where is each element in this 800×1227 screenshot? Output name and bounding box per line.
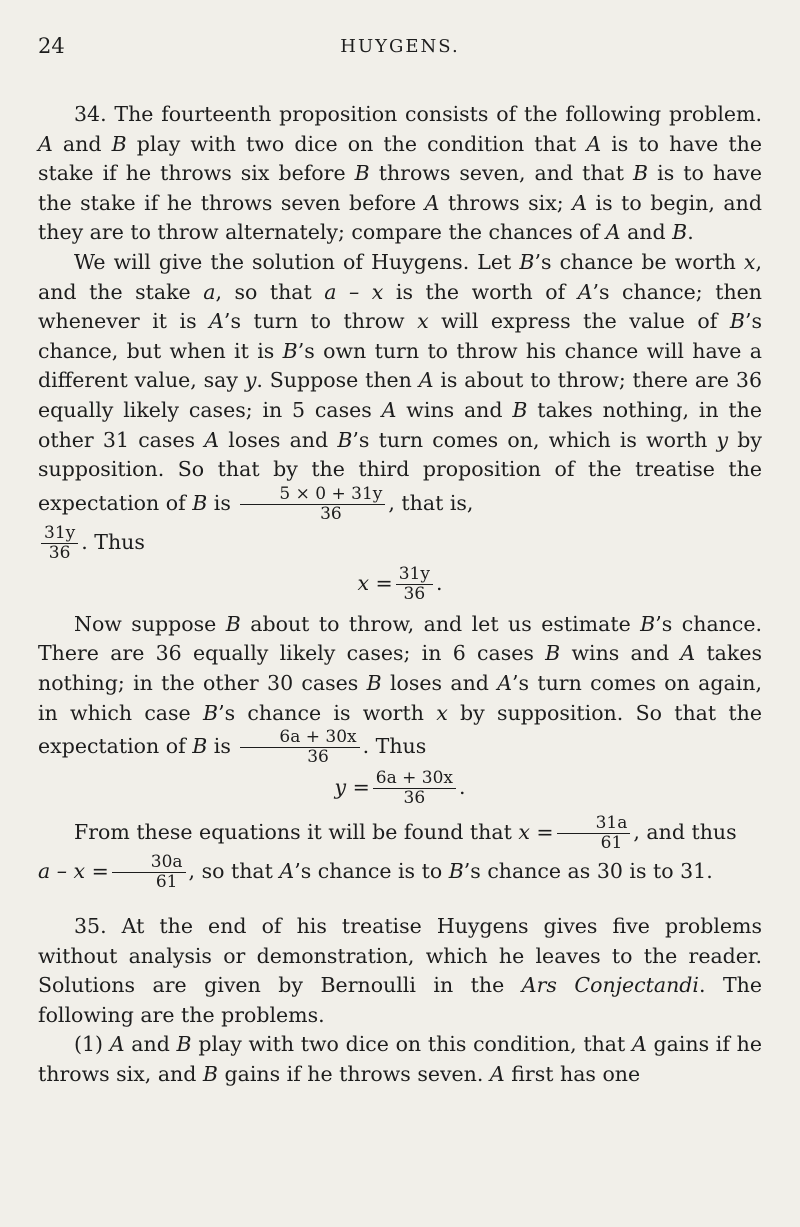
- fraction-expectation-b: $\frac{5 \times 0 + 31y}{36}$: [240, 485, 385, 524]
- paragraph-34: 34. The fourteenth proposition consists of the following problem. A and B play with two dice on the condition that A is to have the stake if he throws six before B throws seven, and that B is to have the stake if he throws seven before A throws six; A is to begin, and they are to throw alternately; compare the chances of A and B.: [38, 102, 762, 245]
- paragraph-now-suppose: Now suppose B about to throw, and let us estimate B’s chance. There are 36 equally likely cases; in 6 cases B wins and A takes nothing; in the other 30 cases B loses and A’s turn comes on again, in which case B’s chance is worth x by supposition. So that the expectation of B is $\frac{6a + 30x}{36}$ . Thus: [38, 611, 763, 768]
- paragraph-problem-1: (1) A and B play with two dice on this condition, that A gains if he throws six, and B gains if he throws seven. A first has one: [38, 1032, 762, 1087]
- equation-x: x = $\frac{31y}{36}$ .: [357, 563, 443, 604]
- paragraph-huygens-solution: We will give the solution of Huygens. Let B’s chance be worth x, and the stake a, so that a – x is the worth of A’s chance; then whenever it is A’s turn to throw x will express the value of B’s chance, but when it is B’s own turn to throw his chance will have a different value, say y. Suppose then A is about to throw; there are 36 equally likely cases; in 5 cases A wins and B takes nothing, in the other 31 cases A loses and B’s turn comes on, which is worth y by supposition. So that by the third proposition of the treatise the expectation of B is $\frac{5 \times 0 + 31y}{36}$ , that is,: [38, 249, 762, 524]
- page-header: [38, 34, 762, 68]
- page-number: 24: [38, 34, 65, 58]
- fraction-31y-36: $\frac{31y}{36}$: [41, 524, 78, 563]
- equation-y: y = $\frac{6a + 30x}{36}$ .: [334, 768, 466, 809]
- paragraph-35: 35. At the end of his treatise Huygens gives five problems without analysis or demonstration, which he leaves to the reader. Solutions are given by Bernoulli in the Ars Conjectandi. The following are the problems.: [38, 914, 763, 1027]
- page-body: [38, 100, 762, 1090]
- running-head: HUYGENS.: [340, 36, 460, 57]
- paragraph-from-equations: From these equations it will be found that x = $\frac{31a}{61}$ , and thus a – x = $\frac{30a}{61}$ , so that A’s chance is to B’s chance as 30 is to 31.: [38, 813, 737, 893]
- fraction-expectation-b-2: $\frac{6a + 30x}{36}$: [240, 728, 359, 767]
- thus-line: $\frac{31y}{36}$ . Thus: [38, 524, 762, 563]
